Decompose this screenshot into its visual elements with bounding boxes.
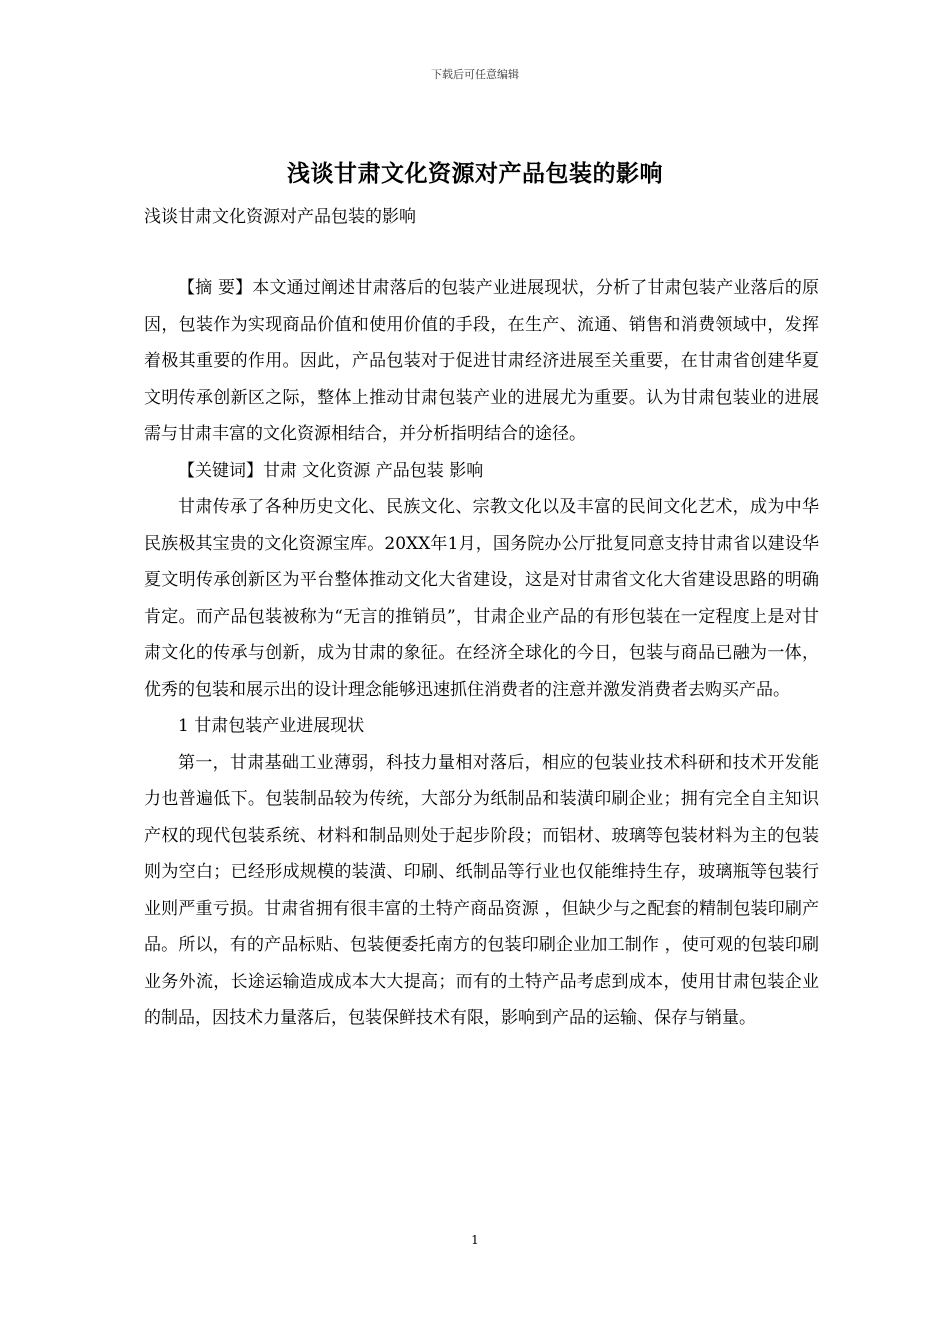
body-paragraph: 第一，甘肃基础工业薄弱，科技力量相对落后，相应的包装业技术科研和技术开发能力也普遍低下。包装制品较为传统，大部分为纸制品和装潢印刷企业；拥有完全自主知识产权的现代包装系统、材料和制品则处于起步阶段；而铝材、玻璃等包装材料为主的包装则为空白；已经形成规模的装潢、印刷、纸制品等行业也仅能维持生存，玻璃瓶等包装行业则严重亏损。甘肃省拥有很丰富的土特产商品资源 ，但缺少与之配套的精制包装印刷产品。所以，有的产品标贴、包装便委托南方的包装印刷企业加工制作 ，使可观的包装印刷业务外流，长途运输造成成本大大提高；而有的土特产品考虑到成本，使用甘肃包装企业的制品，因技术力量落后，包装保鲜技术有限，影响到产品的运输、保存与销量。	[144, 752, 819, 1028]
body-paragraph: 甘肃传承了各种历史文化、民族文化、宗教文化以及丰富的民间文化艺术，成为中华民族极其宝贵的文化资源宝库。20XX年1月，国务院办公厅批复同意支持甘肃省以建设华夏文明传承创新区为平台整体推动文化大省建设，这是对甘肃省文化大省建设思路的明确肯定。而产品包装被称为“无言的推销员”，甘肃企业产品的有形包装在一定程度上是对甘肃文化的传承与创新，成为甘肃的象征。在经济全球化的今日，包装与商品已融为一体，优秀的包装和展示出的设计理念能够迅速抓住消费者的注意并激发消费者去购买产品。	[144, 497, 819, 700]
abstract-paragraph: 【摘 要】本文通过阐述甘肃落后的包装产业进展现状，分析了甘肃包装产业落后的原因，包装作为实现商品价值和使用价值的手段，在生产、流通、销售和消费领域中，发挥着极其重要的作用。因此，产品包装对于促进甘肃经济进展至关重要，在甘肃省创建华夏文明传承创新区之际，整体上推动甘肃包装产业的进展尤为重要。认为甘肃包装业的进展需与甘肃丰富的文化资源相结合，并分析指明结合的途径。	[144, 278, 819, 444]
page-header-note: 下载后可任意编辑	[431, 68, 519, 81]
page-number: 1	[471, 1233, 479, 1247]
document-body	[144, 270, 819, 1037]
document-subtitle: 浅谈甘肃文化资源对产品包装的影响	[144, 207, 416, 227]
keywords-paragraph: 【关键词】甘肃 文化资源 产品包装 影响	[178, 460, 484, 481]
document-title: 浅谈甘肃文化资源对产品包装的影响	[287, 160, 663, 187]
section-heading: 1 甘肃包装产业进展现状	[178, 716, 365, 736]
